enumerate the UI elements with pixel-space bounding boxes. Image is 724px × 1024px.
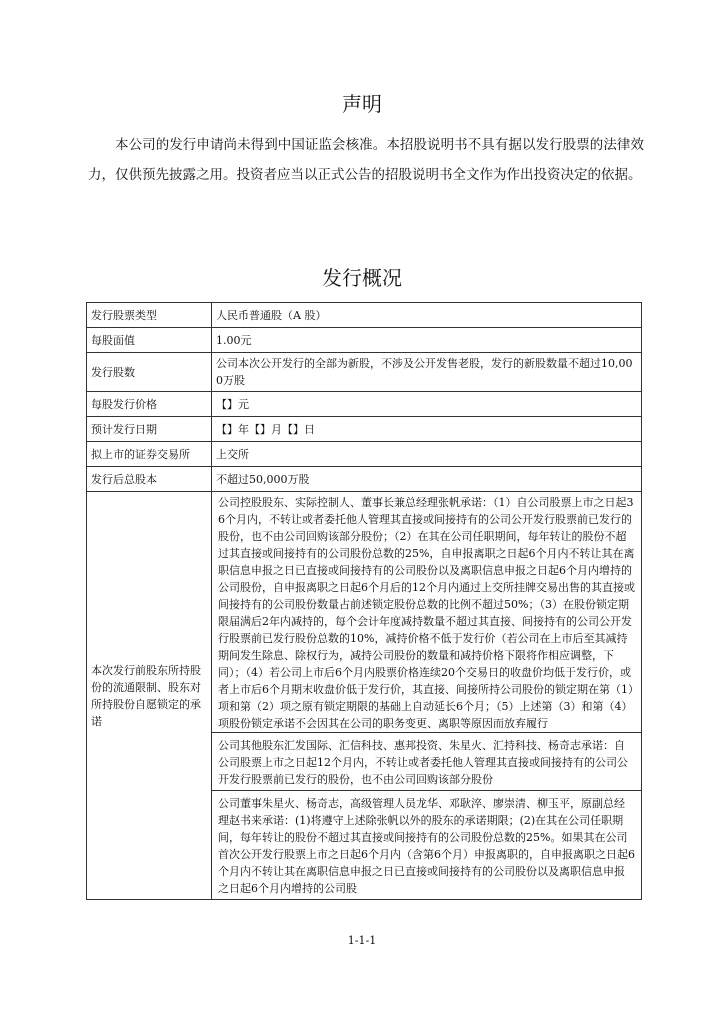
row-label: 每股面值 xyxy=(87,328,212,353)
table-row xyxy=(87,492,642,900)
issue-overview-title: 发行概况 xyxy=(322,266,402,290)
row-label: 每股发行价格 xyxy=(87,392,212,417)
table-row xyxy=(87,328,642,353)
declaration-title: 声明 xyxy=(342,92,382,116)
row-label: 发行后总股本 xyxy=(87,467,212,492)
row-value: 人民币普通股（A 股） xyxy=(212,303,642,328)
commitment-cell xyxy=(212,492,642,900)
issue-overview-table xyxy=(86,302,642,900)
row-label: 发行股票类型 xyxy=(87,303,212,328)
row-value: 上交所 xyxy=(212,442,642,467)
row-value: 公司本次公开发行的全部为新股，不涉及公开发售老股，发行的新股数量不超过10,000万股 xyxy=(212,353,642,392)
commitment-paragraph: 公司董事朱星火、杨奇志，高级管理人员龙华、邓耿淬、廖崇清、柳玉平，原副总经理赵书来承诺：(1)将遵守上述除张帆以外的股东的承诺期限；(2)在其在公司任职期间，每年转让的股份不超过其直接或间接持有的公司股份总数的25%。如果其在公司首次公开发行股票上市之日起6个月内（含第6个月）申报离职的，自申报离职之日起6个月内不转让其在离职信息申报之日已直接或间接持有的公司股份以及离职信息申报之日起6个月内增持的公司股 xyxy=(212,790,641,899)
row-label: 发行股数 xyxy=(87,353,212,392)
table-row xyxy=(87,353,642,392)
row-value: 1.00元 xyxy=(212,328,642,353)
row-label: 拟上市的证券交易所 xyxy=(87,442,212,467)
table-row xyxy=(87,303,642,328)
table-row xyxy=(87,442,642,467)
table-row xyxy=(87,467,642,492)
row-value: 【】元 xyxy=(212,392,642,417)
table-row xyxy=(87,417,642,442)
table-row xyxy=(87,392,642,417)
commitment-label: 本次发行前股东所持股份的流通限制、股东对所持股份自愿锁定的承诺 xyxy=(87,492,212,900)
row-value: 不超过50,000万股 xyxy=(212,467,642,492)
row-label: 预计发行日期 xyxy=(87,417,212,442)
commitment-paragraph: 公司其他股东汇发国际、汇信科技、惠邦投资、朱星火、汇持科技、杨奇志承诺：自公司股票上市之日起12个月内，不转让或者委托他人管理其直接或间接持有的公司公开发行股票前已发行的股份，也不由公司回购该部分股份 xyxy=(212,732,641,790)
row-value: 【】年【】月【】日 xyxy=(212,417,642,442)
page-number: 1-1-1 xyxy=(347,934,377,947)
declaration-text: 本公司的发行申请尚未得到中国证监会核准。本招股说明书不具有据以发行股票的法律效力，仅供预先披露之用。投资者应当以正式公告的招股说明书全文作为作出投资决定的依据。 xyxy=(88,137,644,183)
commitment-paragraph: 公司控股股东、实际控制人、董事长兼总经理张帆承诺：（1）自公司股票上市之日起36个月内，不转让或者委托他人管理其直接或间接持有的公司公开发行股票前已发行的股份，也不由公司回购该部分股份；（2）在其在公司任职期间，每年转让的股份不超过其直接或间接持有的公司股份总数的25%，自申报离职之日起6个月内不转让其在离职信息申报之日已直接或间接持有的公司股份以及离职信息申报之日起6个月内增持的公司股份，自申报离职之日起6个月后的12个月内通过上交所挂牌交易出售的其直接或间接持有的公司股份数量占前述锁定股份总数的比例不超过50%；（3）在股份锁定期限届满后2年内减持的，每个会计年度减持数量不超过其直接、间接持有的公司公开发行股票前已发行股份总数的10%，减持价格不低于发行价（若公司在上市后至其减持期间发生除息、除权行为，减持公司股份的数量和减持价格下限将作相应调整，下同）；（4）若公司上市后6个月内股票价格连续20个交易日的收盘价均低于发行价，或者上市后6个月期末收盘价低于发行价，其直接、间接所持公司股份的锁定期在第（1）项和第（2）项之原有锁定期限的基础上自动延长6个月；（5）上述第（3）和第（4）项股份锁定承诺不会因其在公司的职务变更、离职等原因而放弃履行 xyxy=(218,496,635,730)
